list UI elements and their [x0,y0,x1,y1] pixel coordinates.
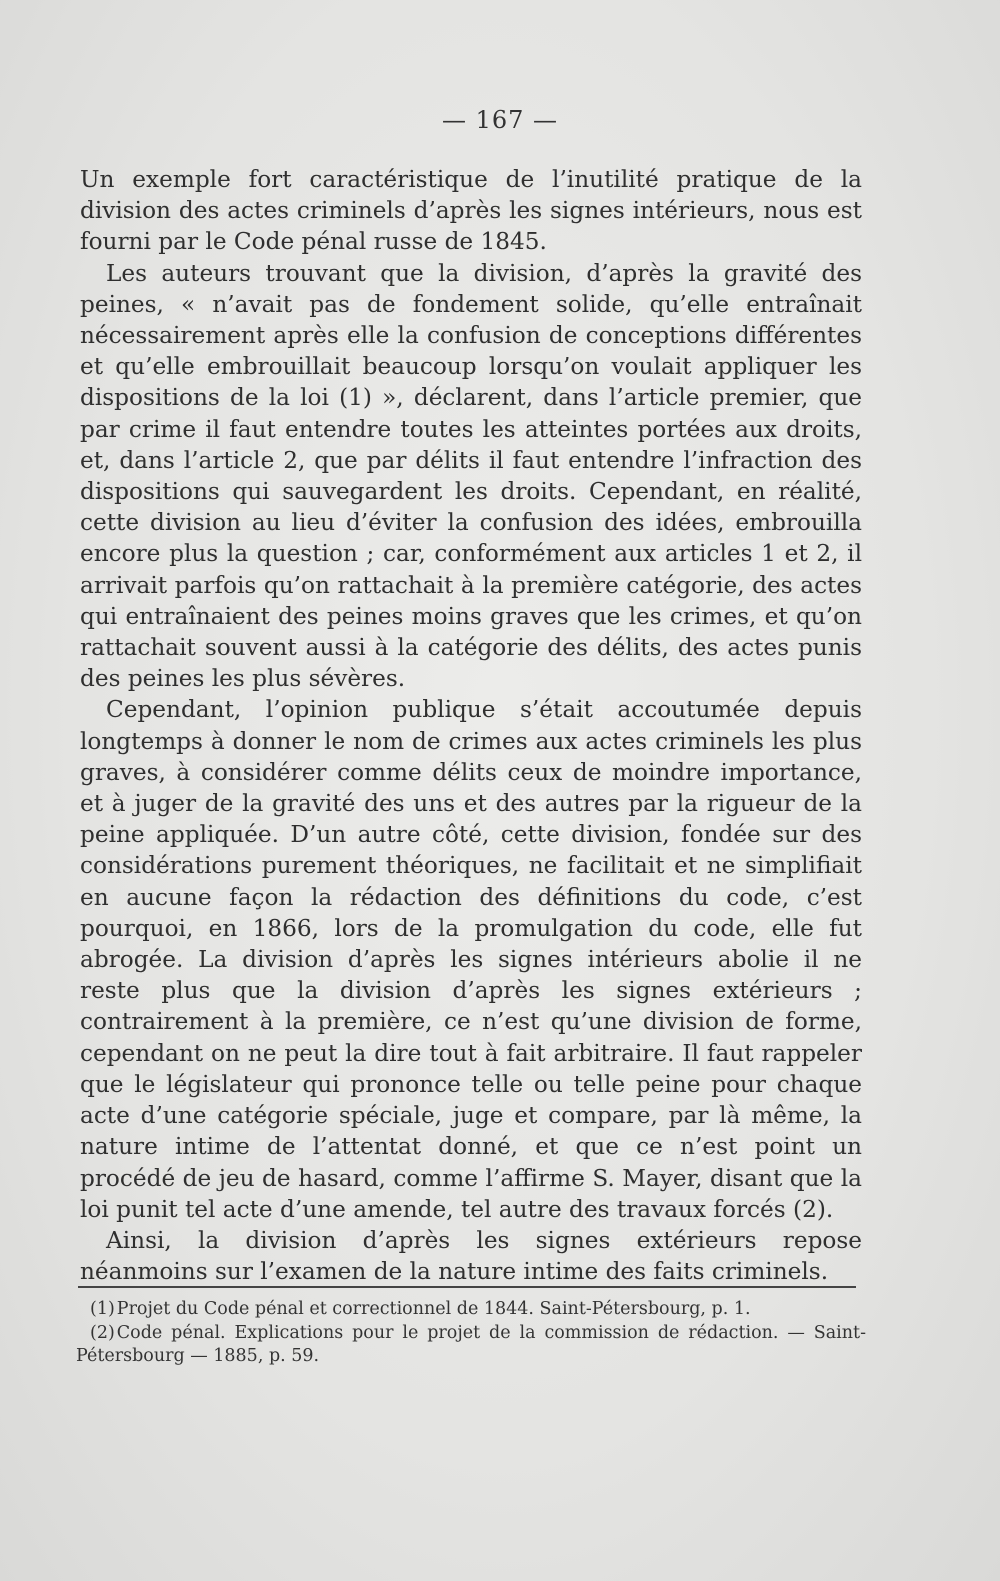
paragraph-3: Cependant, l’opinion publique s’était accoutumée depuis longtemps à donner le nom de crimes aux actes criminels les plus graves, à considérer comme délits ceux de moindre importance, et à juger de la gravité des uns et des autres par la rigueur de la peine appliquée. D’un autre côté, cette division, fondée sur des considérations purement théoriques, ne facilitait et ne simplifiait en aucune façon la rédaction des définitions du code, c’est pourquoi, en 1866, lors de la promulgation du code, elle fut abrogée. La division d’après les signes intérieurs abolie il ne reste plus que la division d’après les signes extérieurs ; contrairement à la première, ce n’est qu’une division de forme, cependant on ne peut la dire tout à fait arbitraire. Il faut rappeler que le législateur qui prononce telle ou telle peine pour chaque acte d’une catégorie spéciale, juge et compare, par là même, la nature intime de l’attentat donné, et que ce n’est point un procédé de jeu de hasard, comme l’affirme S. Mayer, disant que la loi punit tel acte d’une amende, tel autre des travaux forcés (2). [80,696,862,1223]
footnote-1-mark: (1) [90,1299,115,1319]
footnote-2-text: Code pénal. Explications pour le projet de la commission de rédaction. — Saint-Pétersbourg — 1885, p. 59. [76,1322,866,1366]
paragraph-2: Les auteurs trouvant que la division, d’après la gravité des peines, « n’avait pas de fondement solide, qu’elle entraînait nécessairement après elle la confusion de conceptions différentes et qu’elle embrouillait beaucoup lorsqu’on voulait appliquer les dispositions de la loi (1) », déclarent, dans l’article premier, que par crime il faut entendre toutes les atteintes portées aux droits, et, dans l’article 2, que par délits il faut entendre l’infraction des dispositions qui sauvegardent les droits. Cependant, en réalité, cette division au lieu d’éviter la confusion des idées, embrouilla encore plus la question ; car, conformément aux articles 1 et 2, il arrivait parfois qu’on rattachait à la première catégorie, des actes qui entraînaient des peines moins graves que les crimes, et qu’on rattachait souvent aussi à la catégorie des délits, des actes punis des peines les plus sévères. [80,259,862,693]
footnotes [76,1298,866,1369]
footnote-1 [76,1298,866,1322]
footnote-2-mark: (2) [90,1322,115,1343]
footnote-2 [76,1322,866,1369]
footnote-1-text: Projet du Code pénal et correctionnel de 1844. Saint-Pétersbourg, p. 1. [116,1299,751,1319]
footnote-divider [78,1286,856,1288]
page-number: — 167 — [441,106,559,134]
paragraph-1: Un exemple fort caractéristique de l’inutilité pratique de la division des actes criminels d’après les signes intérieurs, nous est fourni par le Code pénal russe de 1845. [80,166,862,256]
paragraph-4: Ainsi, la division d’après les signes extérieurs repose néanmoins sur l’examen de la nature intime des faits criminels. [80,1226,862,1286]
main-text [80,164,862,1287]
